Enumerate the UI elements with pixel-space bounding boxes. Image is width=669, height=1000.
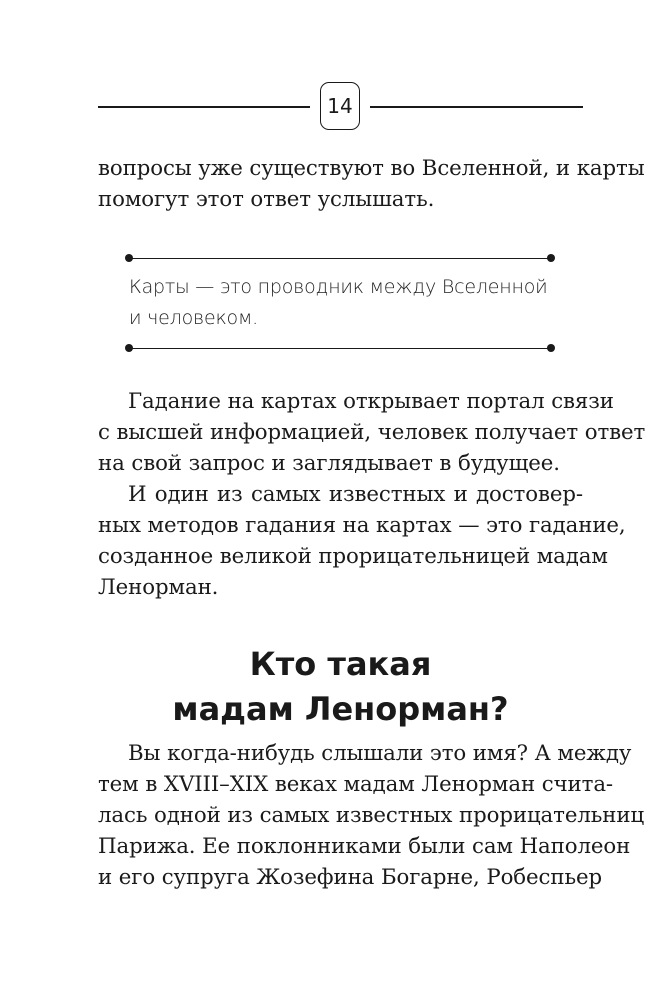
header-rule-right bbox=[370, 106, 583, 108]
section-heading bbox=[98, 642, 583, 732]
paragraph-intro bbox=[98, 153, 645, 215]
quote-line: и человеком. bbox=[129, 307, 258, 329]
quote-text bbox=[125, 262, 555, 344]
text-line: лась одной из самых известных прорицательниц bbox=[98, 803, 645, 828]
text-line: созданное великой прорицательницей мадам bbox=[98, 544, 608, 569]
text-line: ных методов гадания на картах — это гадание, bbox=[98, 513, 626, 538]
heading-line: Кто такая bbox=[249, 645, 432, 683]
text-line: и его супруга Жозефина Богарне, Робеспьер bbox=[98, 865, 602, 890]
text-line: И один из самых известных и достовер- bbox=[128, 482, 583, 507]
quote-rule-top bbox=[125, 254, 555, 262]
paragraph-1 bbox=[98, 386, 646, 479]
heading-line: мадам Ленорман? bbox=[172, 690, 509, 728]
header-rule-left bbox=[98, 106, 310, 108]
rule-dot bbox=[547, 344, 555, 352]
quote-block bbox=[125, 254, 555, 352]
page-header bbox=[98, 82, 583, 132]
text-line: вопросы уже существуют во Вселенной, и карты bbox=[98, 156, 645, 181]
paragraph-3 bbox=[98, 738, 645, 893]
text-line: Парижа. Ее поклонниками были сам Наполеон bbox=[98, 834, 631, 859]
text-line: Вы когда-нибудь слышали это имя? А между bbox=[128, 741, 632, 766]
text-line: тем в XVIII–XIX веках мадам Ленорман счита- bbox=[98, 772, 614, 797]
rule-bar bbox=[129, 348, 551, 349]
text-line: с высшей информацией, человек получает ответ bbox=[98, 420, 646, 445]
quote-line: Карты — это проводник между Вселенной bbox=[129, 276, 548, 298]
paragraph-2 bbox=[98, 479, 626, 603]
quote-rule-bottom bbox=[125, 344, 555, 352]
rule-dot bbox=[547, 254, 555, 262]
text-line: на свой запрос и заглядывает в будущее. bbox=[98, 451, 560, 476]
text-line: Гадание на картах открывает портал связи bbox=[128, 389, 614, 414]
rule-bar bbox=[129, 258, 551, 259]
text-line: помогут этот ответ услышать. bbox=[98, 187, 435, 212]
page-number: 14 bbox=[320, 82, 360, 130]
text-line: Ленорман. bbox=[98, 575, 219, 600]
